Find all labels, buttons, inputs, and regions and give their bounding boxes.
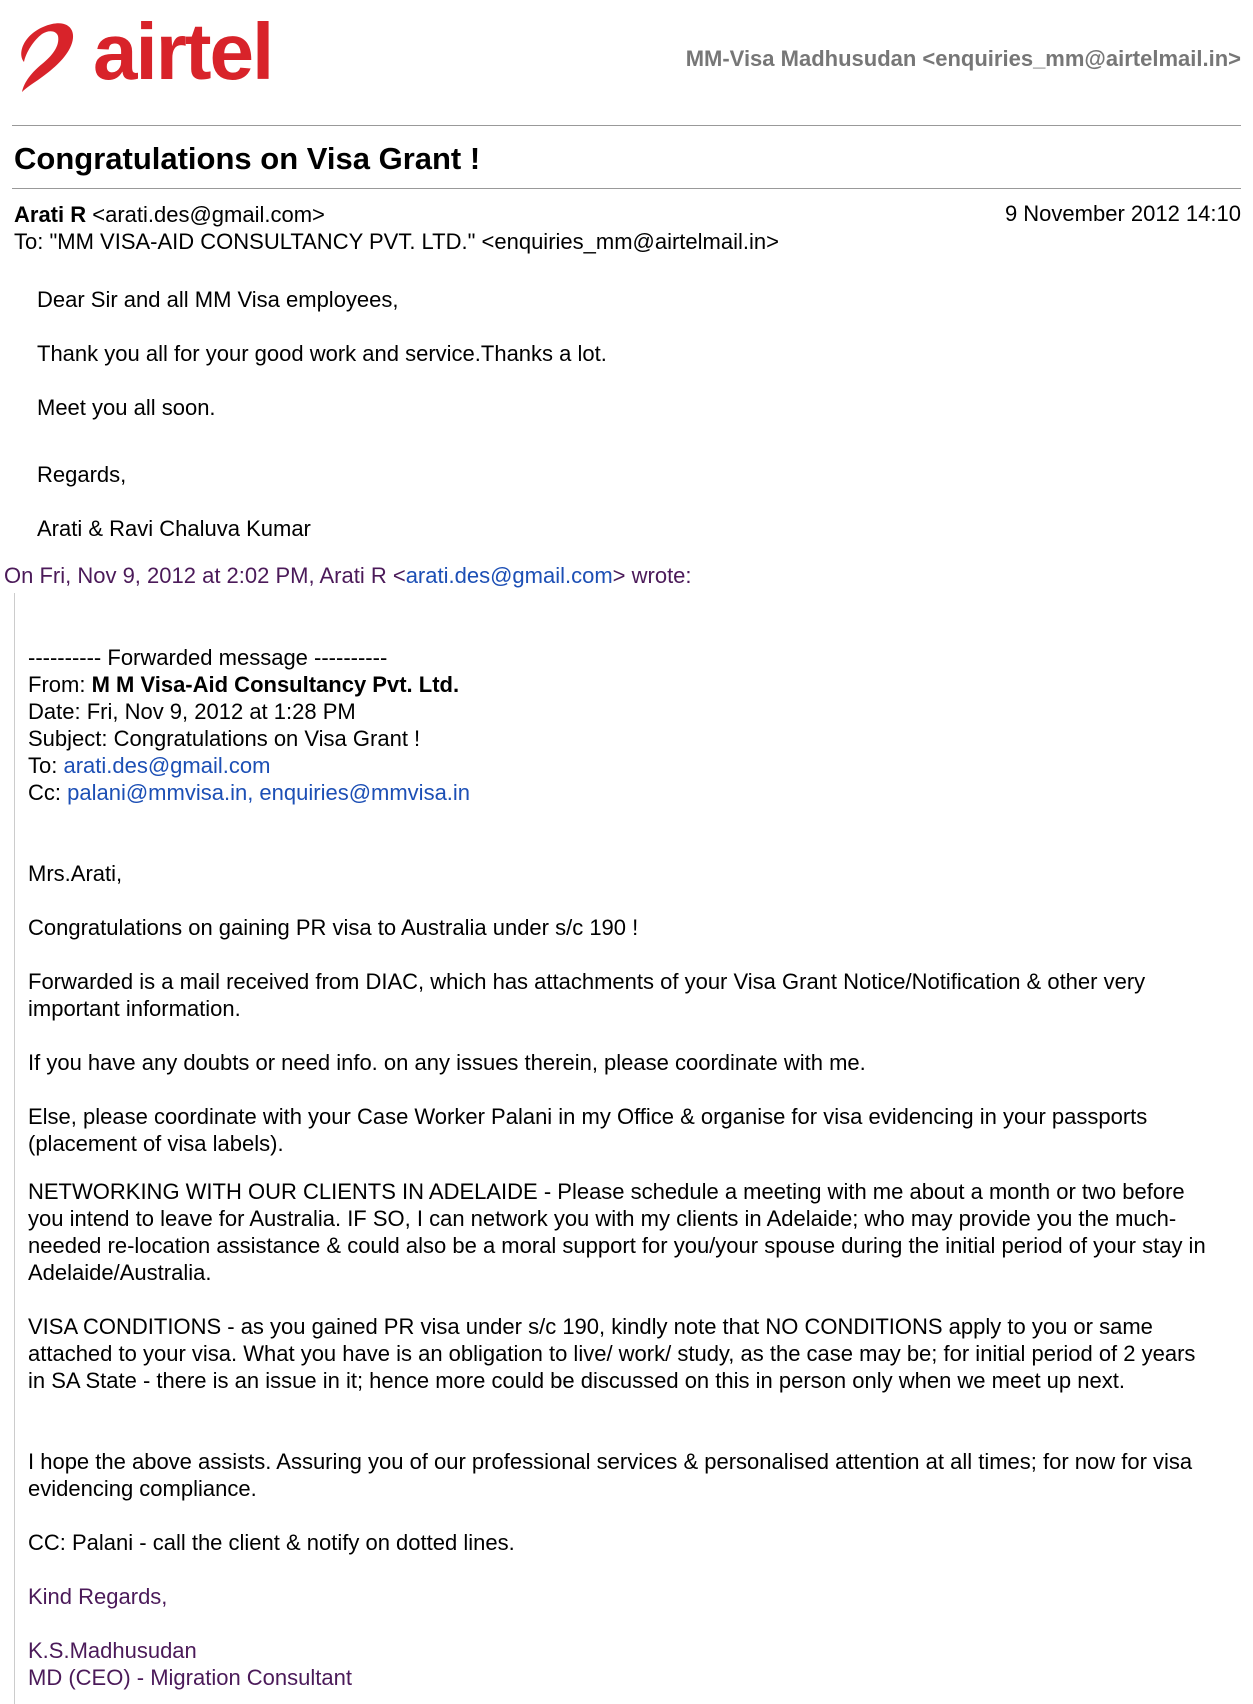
forward-subject: Subject: Congratulations on Visa Grant ! — [28, 726, 421, 751]
sender-name: Arati R — [14, 202, 87, 227]
forward-signature-title: MD (CEO) - Migration Consultant — [28, 1665, 352, 1690]
forward-cc-label: Cc: — [28, 780, 68, 805]
airtel-logo-icon — [12, 18, 80, 98]
forward-paragraph-congrats: Congratulations on gaining PR visa to Australia under s/c 190 ! — [28, 915, 639, 940]
forward-cc-separator: , — [247, 780, 260, 805]
forward-date: Date: Fri, Nov 9, 2012 at 1:28 PM — [28, 699, 356, 724]
forward-divider: ---------- Forwarded message ---------- — [28, 645, 388, 670]
account-name: MM-Visa Madhusudan <enquiries_mm@airtelmail.in> — [685, 46, 1241, 71]
forward-signature-name: K.S.Madhusudan — [28, 1638, 197, 1663]
forward-paragraph-networking: NETWORKING WITH OUR CLIENTS IN ADELAIDE - Please schedule a meeting with me about a month or two before you intend to leave for Australia. IF SO, I can network you with my clients in Adelaide; who may provide you the much-needed re-location assistance & could also be a moral support for you/your spouse during the initial period of your stay in Adelaide/Australia. — [28, 1179, 1206, 1285]
body-meet: Meet you all soon. — [37, 395, 216, 420]
quote-header — [4, 563, 692, 589]
quote-header-email-link[interactable]: arati.des@gmail.com — [405, 563, 613, 588]
forward-paragraph-doubts: If you have any doubts or need info. on any issues therein, please coordinate with me. — [28, 1050, 866, 1075]
quote-bar — [14, 593, 15, 1704]
forward-to-label: To: — [28, 753, 64, 778]
forward-cc — [28, 779, 470, 806]
forward-to-email-link[interactable]: arati.des@gmail.com — [63, 753, 271, 778]
header-divider — [12, 125, 1241, 126]
forward-paragraph-conditions: VISA CONDITIONS - as you gained PR visa under s/c 190, kindly note that NO CONDITIONS apply to you or same attached to your visa. What you have is an obligation to live/ work/ study, as the case may be; for initial period of 2 years in SA State - there is an issue in it; hence more could be discussed on this in person only when we meet up next. — [28, 1314, 1196, 1393]
forward-paragraph-cc-note: CC: Palani - call the client & notify on dotted lines. — [28, 1530, 515, 1555]
forward-greeting: Mrs.Arati, — [28, 861, 123, 886]
quote-header-suffix: > wrote: — [612, 563, 692, 588]
forward-from-label: From: — [28, 672, 92, 697]
forward-paragraph-diac: Forwarded is a mail received from DIAC, which has attachments of your Visa Grant Notice/Notification & other very important information. — [28, 969, 1146, 1021]
forward-signoff: Kind Regards, — [28, 1584, 168, 1609]
sender-line — [14, 202, 325, 228]
forward-cc-email-link-1[interactable]: palani@mmvisa.in — [67, 780, 248, 805]
email-date: 9 November 2012 14:10 — [1004, 201, 1241, 226]
forward-paragraph-assist: I hope the above assists. Assuring you of our professional services & personalised attention at all times; for now for visa evidencing compliance. — [28, 1449, 1193, 1501]
forward-to — [28, 752, 270, 779]
body-signature: Arati & Ravi Chaluva Kumar — [37, 516, 311, 541]
recipient-line: To: "MM VISA-AID CONSULTANCY PVT. LTD." <enquiries_mm@airtelmail.in> — [14, 229, 779, 254]
body-thanks: Thank you all for your good work and service.Thanks a lot. — [37, 341, 607, 366]
airtel-logo-text: airtel — [93, 7, 273, 96]
body-regards: Regards, — [37, 462, 127, 487]
forward-paragraph-caseworker: Else, please coordinate with your Case Worker Palani in my Office & organise for visa evidencing in your passports (placement of visa labels). — [28, 1104, 1148, 1156]
body-greeting: Dear Sir and all MM Visa employees, — [37, 287, 399, 312]
sender-email: <arati.des@gmail.com> — [92, 202, 325, 227]
forward-cc-email-link-2[interactable]: enquiries@mmvisa.in — [259, 780, 471, 805]
forward-from — [28, 671, 459, 698]
email-subject: Congratulations on Visa Grant ! — [14, 141, 481, 176]
quote-header-prefix: On Fri, Nov 9, 2012 at 2:02 PM, Arati R < — [4, 563, 406, 588]
subject-divider — [12, 188, 1241, 189]
forward-from-value: M M Visa-Aid Consultancy Pvt. Ltd. — [91, 672, 460, 697]
